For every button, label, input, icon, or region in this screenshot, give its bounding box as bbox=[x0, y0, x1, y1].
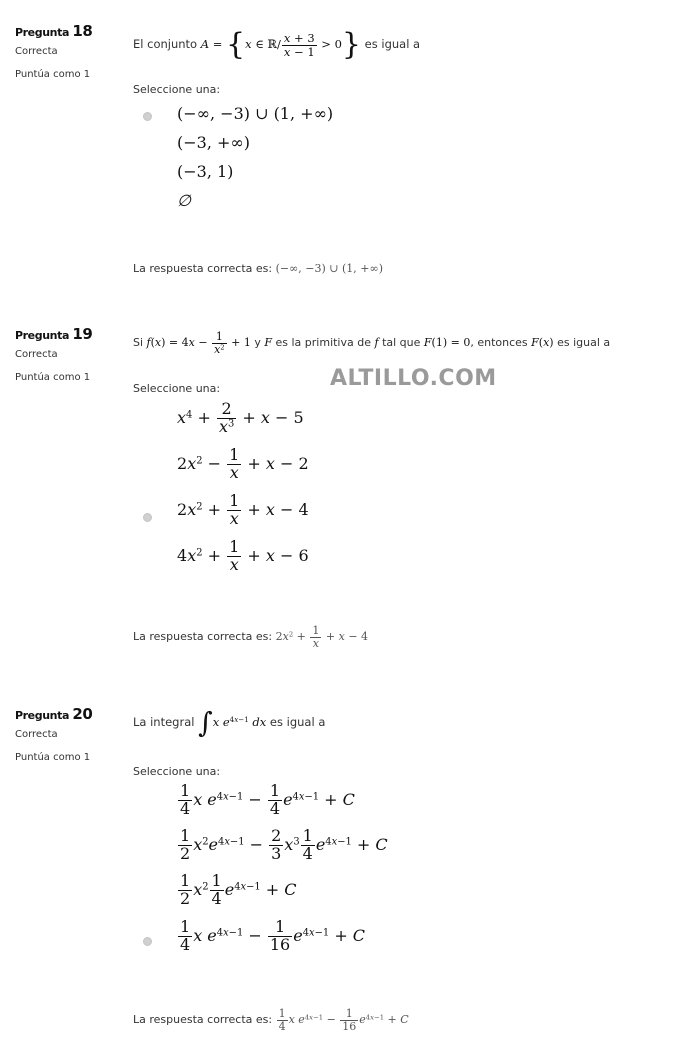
question-info bbox=[15, 22, 125, 80]
option-radio[interactable] bbox=[143, 513, 152, 522]
select-prompt: Seleccione una: bbox=[133, 382, 221, 395]
option-b[interactable]: $\frac{1}{2}$ $x^2e^{4x-1}$ − $\frac{2}{3}$ $x^3$ $\frac{1}{4}$ $e^{4x-1} + C$ bbox=[180, 826, 388, 863]
question-grade: Puntúa como 1 bbox=[15, 69, 91, 80]
question-grade: Puntúa como 1 bbox=[15, 372, 91, 383]
watermark: ALTILLO.COM bbox=[330, 366, 497, 391]
question-label: Pregunta bbox=[15, 26, 69, 39]
option-b[interactable]: (−3, +∞) bbox=[177, 133, 250, 152]
question-number: 18 bbox=[72, 22, 93, 40]
option-d[interactable]: $4x^2$ + $\frac{1}{x}$ + x − 6 bbox=[177, 537, 309, 574]
question-state: Correcta bbox=[15, 729, 58, 740]
correct-answer: La respuesta correcta es: (−∞, −3) ∪ (1, +∞) bbox=[133, 262, 383, 275]
question-info bbox=[15, 325, 125, 383]
option-c[interactable]: $\frac{1}{2}$ $x^2$ $\frac{1}{4}$ $e^{4x-1} + C$ bbox=[180, 871, 297, 908]
option-a[interactable]: $x^4$ + $\frac{2}{x^3}$ + x − 5 bbox=[177, 399, 304, 436]
option-d[interactable]: ∅ bbox=[177, 191, 191, 210]
question-state: Correcta bbox=[15, 46, 58, 57]
option-radio[interactable] bbox=[143, 112, 152, 121]
select-prompt: Seleccione una: bbox=[133, 765, 221, 778]
question-label: Pregunta bbox=[15, 329, 69, 342]
option-d[interactable]: $\frac{1}{4}$ x $e^{4x-1}$ − $\frac{1}{16}$ $e^{4x-1} + C$ bbox=[180, 917, 366, 954]
set-definition: A = {x ∈ ℝ/ $\frac{x + 3}{x - 1}$ > 0} bbox=[200, 27, 361, 62]
correct-answer: La respuesta correcta es: $\frac{1}{4}$ x $e^{4x-1}$ − $\frac{1}{16}$ $e^{4x-1} + C$ bbox=[133, 1007, 409, 1033]
question-number: 19 bbox=[72, 325, 93, 343]
option-a[interactable]: $\frac{1}{4}$ x $e^{4x-1}$ − $\frac{1}{4}$ $e^{4x-1} + C$ bbox=[180, 781, 355, 818]
option-radio[interactable] bbox=[143, 937, 152, 946]
question-text: Si f(x) = 4x − $\frac{1}{x^2}$ + 1 y F es la primitiva de f tal que F(1) = 0, entonces F(x) es igual a bbox=[133, 330, 611, 356]
option-c[interactable]: (−3, 1) bbox=[177, 162, 234, 181]
question-text: El conjunto A = {x ∈ ℝ/ $\frac{x + 3}{x - 1}$ > 0} es igual a bbox=[133, 27, 421, 62]
correct-answer: La respuesta correcta es: $2x^2$ + $\frac{1}{x}$ + x − 4 bbox=[133, 624, 369, 650]
question-text: La integral ∫x $e^{4x-1}$ dx es igual a bbox=[133, 706, 326, 739]
question-heading bbox=[15, 22, 125, 40]
option-c[interactable]: $2x^2$ + $\frac{1}{x}$ + x − 4 bbox=[177, 491, 309, 528]
select-prompt: Seleccione una: bbox=[133, 83, 221, 96]
option-b[interactable]: $2x^2$ − $\frac{1}{x}$ + x − 2 bbox=[177, 445, 309, 482]
question-heading bbox=[15, 325, 125, 343]
question-number: 20 bbox=[72, 705, 93, 723]
option-a[interactable]: (−∞, −3) ∪ (1, +∞) bbox=[177, 104, 334, 123]
question-info bbox=[15, 705, 125, 763]
option-radio[interactable] bbox=[143, 177, 152, 186]
question-grade: Puntúa como 1 bbox=[15, 752, 91, 763]
question-label: Pregunta bbox=[15, 709, 69, 722]
question-heading bbox=[15, 705, 125, 723]
question-state: Correcta bbox=[15, 349, 58, 360]
